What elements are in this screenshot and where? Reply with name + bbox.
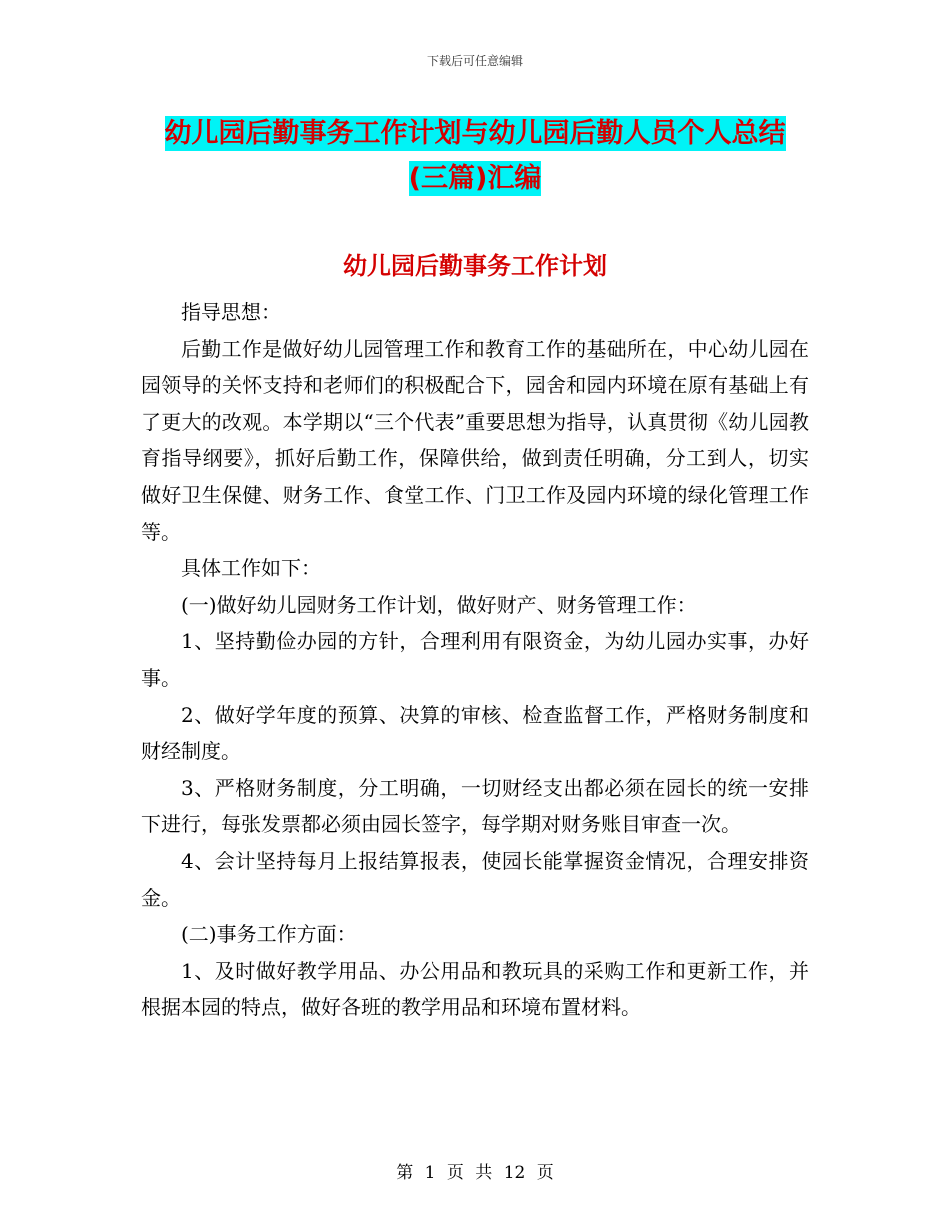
title-line-2-text: (三篇)汇编 <box>408 163 542 194</box>
page-footer: 第 1 页 共 12 页 <box>396 1163 554 1183</box>
document-body <box>141 294 809 1026</box>
paragraph: 2、做好学年度的预算、决算的审核、检查监督工作，严格财务制度和财经制度。 <box>141 702 809 764</box>
paragraph: 指导思想： <box>181 300 281 324</box>
paragraph: 4、会计坚持每月上报结算报表，使园长能掌握资金情况，合理安排资金。 <box>141 848 809 910</box>
title-line-1-text: 幼儿园后勤事务工作计划与幼儿园后勤人员个人总结 <box>164 118 786 149</box>
paragraph: 1、及时做好教学用品、办公用品和教玩具的采购工作和更新工作，并根据本园的特点，做好各班的教学用品和环境布置材料。 <box>141 958 809 1020</box>
section-title: 幼儿园后勤事务工作计划 <box>343 252 607 280</box>
paragraph: 1、坚持勤俭办园的方针，合理利用有限资金，为幼儿园办实事，办好事。 <box>141 629 809 690</box>
paragraph: (一)做好幼儿园财务工作计划，做好财产、财务管理工作： <box>181 592 697 617</box>
paragraph: 后勤工作是做好幼儿园管理工作和教育工作的基础所在，中心幼儿园在园领导的关怀支持和老师们的积极配合下，园舍和园内环境在原有基础上有了更大的改观。本学期以“三个代表”重要思想为指导，认真贯彻《幼儿园教育指导纲要》，抓好后勤工作，保障供给，做到责任明确，分工到人，切实做好卫生保健、财务工作、食堂工作、门卫工作及园内环境的绿化管理工作等。 <box>141 336 809 544</box>
header-note: 下载后可任意编辑 <box>426 54 523 68</box>
document-title-line-2 <box>0 156 950 195</box>
paragraph: (二)事务工作方面： <box>181 922 357 947</box>
paragraph: 具体工作如下： <box>181 556 321 581</box>
paragraph: 3、严格财务制度，分工明确，一切财经支出都必须在园长的统一安排下进行，每张发票都必须由园长签字，每学期对财务账目审查一次。 <box>141 775 809 837</box>
document-title-line-1 <box>0 111 950 150</box>
